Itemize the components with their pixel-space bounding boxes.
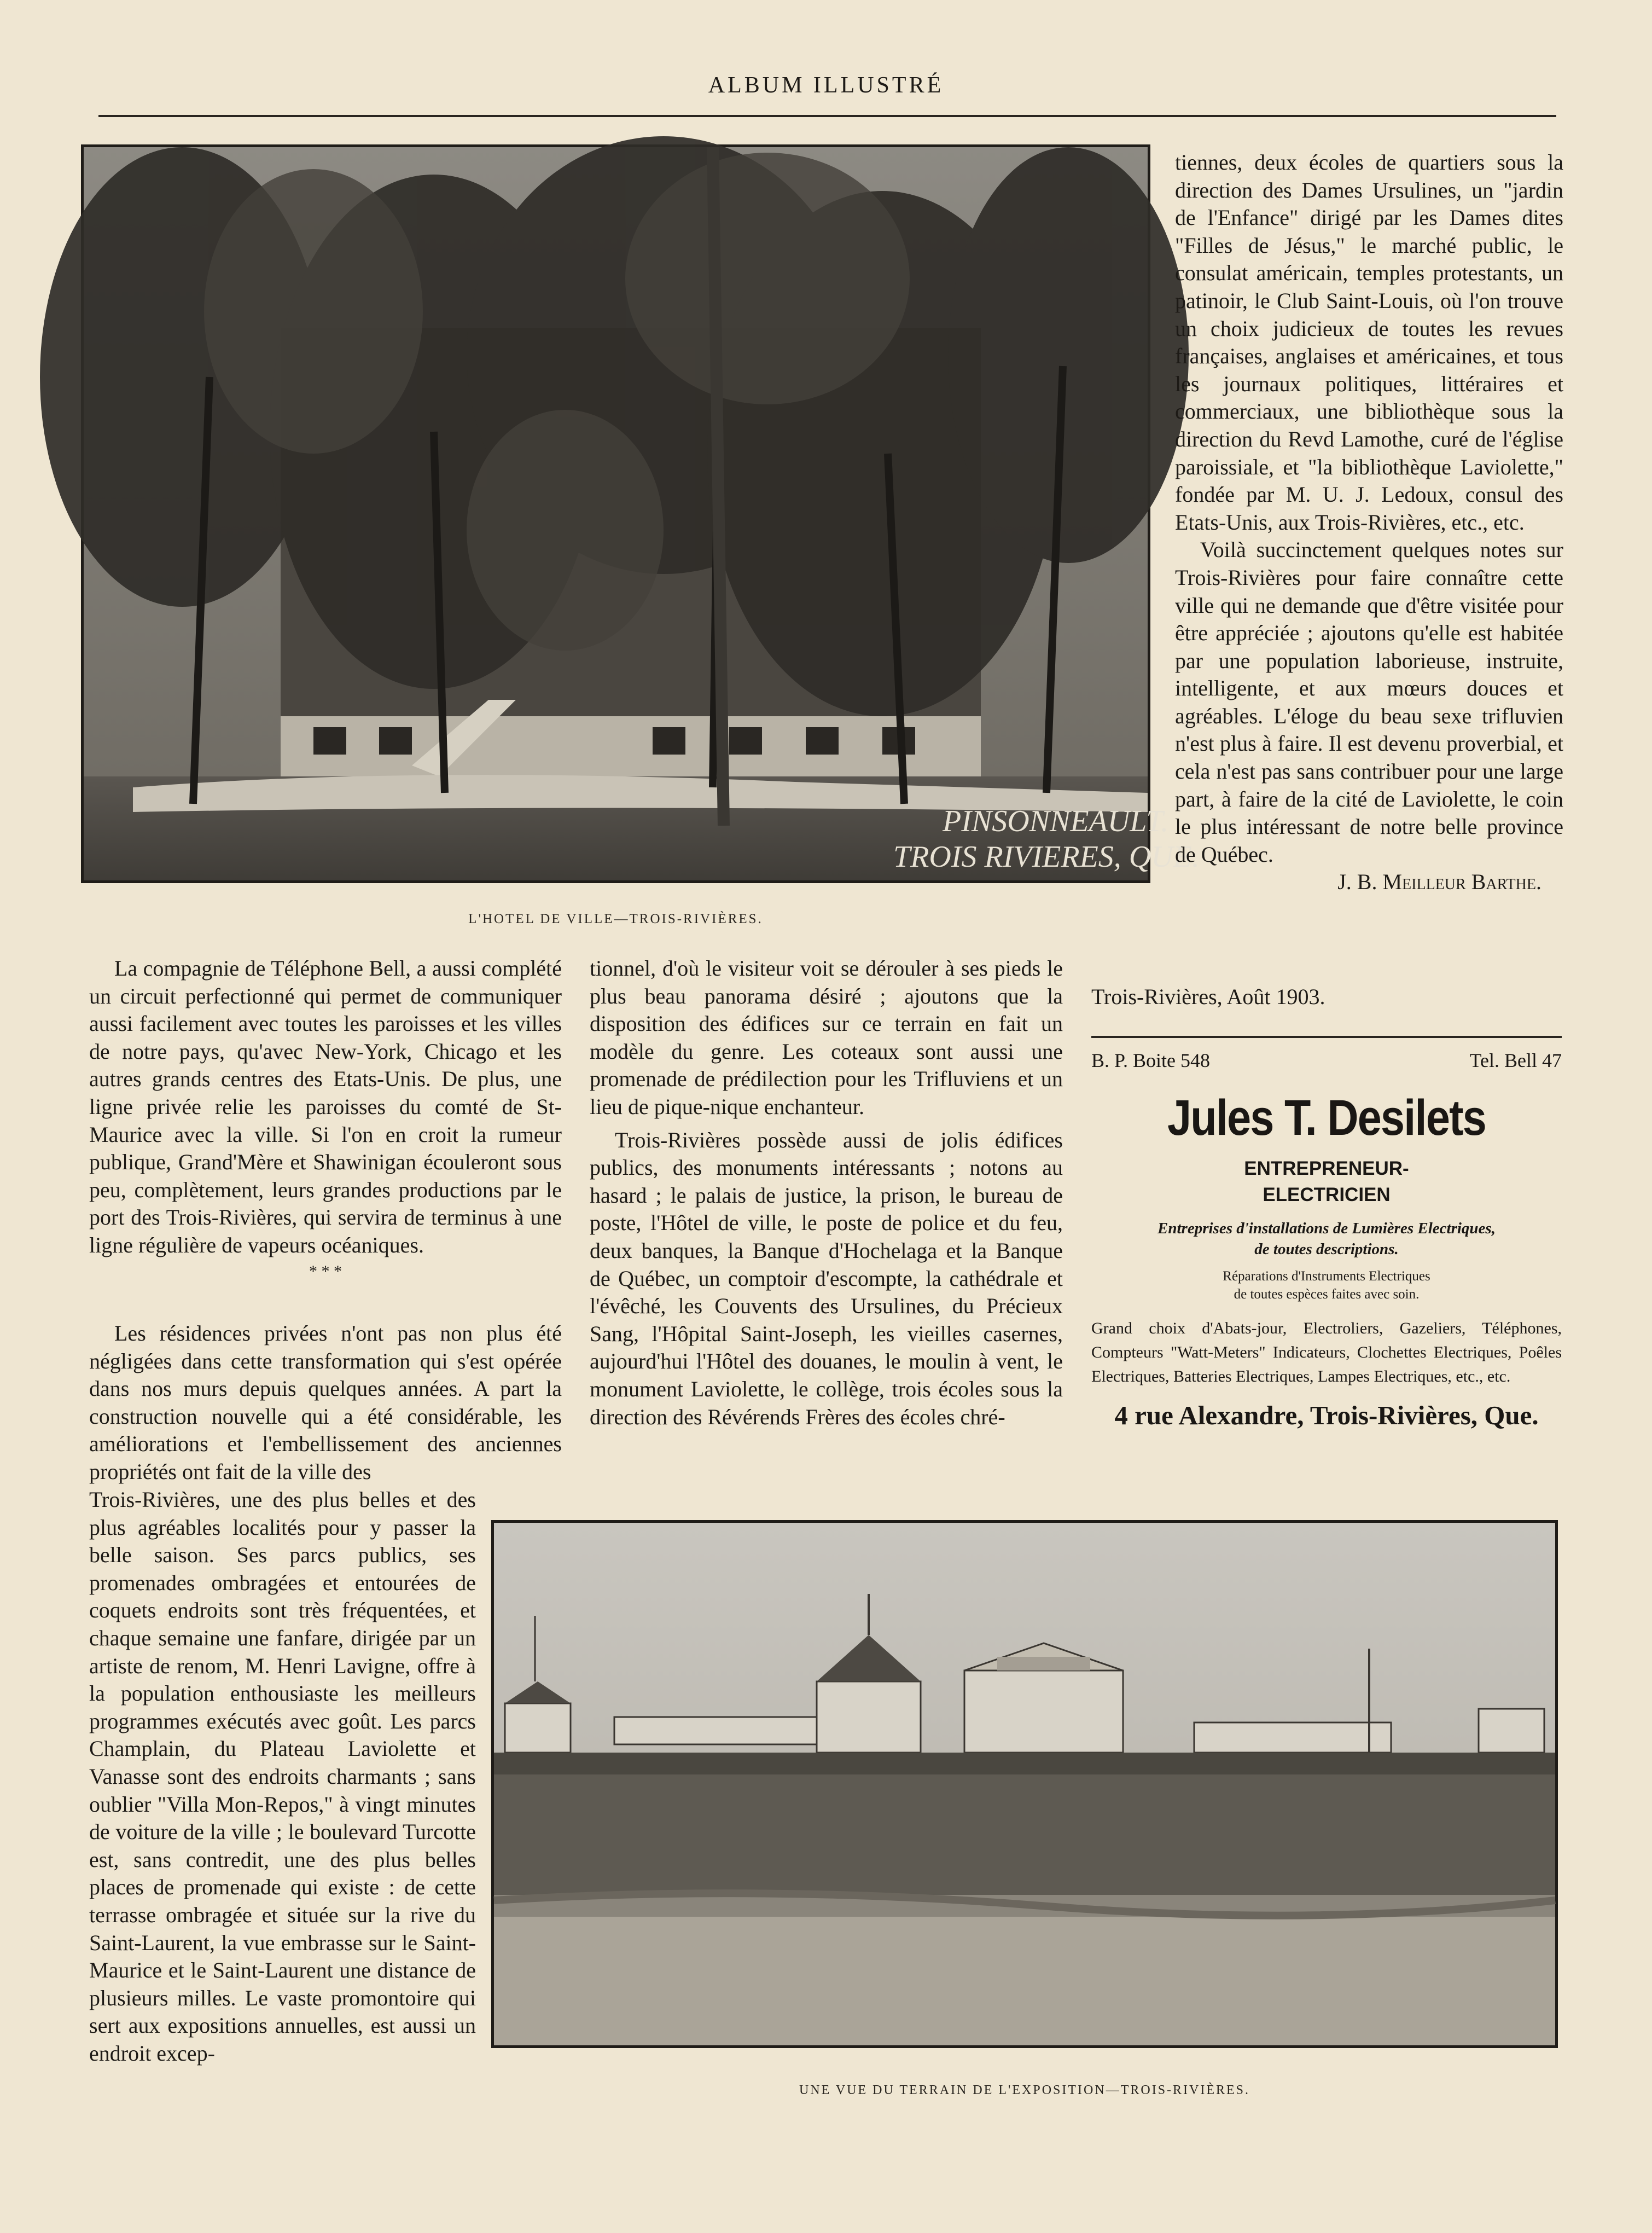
exposition-caption: UNE VUE DU TERRAIN DE L'EXPOSITION—TROIS-RIVIÈRES. (799, 2083, 1250, 2097)
ad-profession-line1: ENTREPRENEUR- (1244, 1158, 1409, 1179)
column-1 (89, 955, 562, 1286)
section-stars: * * * (309, 1262, 342, 1280)
running-head: ALBUM ILLUSTRÉ (708, 73, 944, 98)
column-2 (590, 955, 1063, 1431)
col3-paragraph-1: tiennes, deux écoles de quartiers sous la direction des Dames Ursulines, un "jardin de l'Enfance" dirigé par les Dames dites "Filles de Jésus," le marché public, le consulat américain, temples protestants, un patinoir, le Club Saint-Louis, où l'on trouve un choix judicieux de toutes les revues françaises, anglaises et américaines, et tous les journaux politiques, littéraires et commerciaux, une bibliothèque sous la direction du Revd Lamothe, curé de l'église paroissiale, et "la bibliothèque Laviolette," fondée par M. U. J. Ledoux, consul des Etats-Unis, aux Trois-Rivières, etc., etc. (1175, 150, 1563, 535)
column-1-narrow (89, 1486, 476, 2067)
ad-address: 4 rue Alexandre, Trois-Rivières, Que. (1114, 1400, 1539, 1430)
ad-repairs (1091, 1267, 1562, 1303)
ad-repairs-line2: de toutes espèces faites avec soin. (1234, 1287, 1420, 1302)
ad-product-list: Grand choix d'Abats-jour, Electroliers, Gazeliers, Téléphones, Compteurs "Watt-Meters" Indicateurs, Clochettes Electriques, Poêles Electriques, Batteries Electriques, Lampes Electriques, etc., etc. (1091, 1319, 1562, 1385)
advertisement-rule (1091, 1036, 1562, 1038)
col1-paragraph-2-rest: Trois-Rivières, une des plus belles et des plus agréables localités pour y passer la belle saison. Ses parcs publics, ses promenades ombragées et entourées de coquets endroits sont très fréquentées, et chaque semaine une fanfare, dirigée par un artiste de renom, M. Henri Lavigne, offre à la population enthousiaste les meilleurs programmes exécutés avec goût. Les parcs Champlain, du Plateau Laviolette et Vanasse sont des endroits charmants ; sans oublier "Villa Mon-Repos," à vingt minutes de voiture de la ville ; le boulevard Turcotte est, sans contredit, une des plus belles places de promenade qui existe : de cette terrasse ombragée et située sur la rive du Saint-Laurent, la vue embrasse sur le Saint-Maurice et le Saint-Laurent une distance de plusieurs milles. Le vaste promontoire qui sert aux expositions annuelles, est aussi un endroit excep- (89, 1487, 476, 2066)
column-3 (1175, 149, 1563, 896)
hotel-de-ville-caption: L'HOTEL DE VILLE—TROIS-RIVIÈRES. (468, 912, 763, 926)
exposition-illustration (494, 1523, 1555, 2045)
column-1-continued (89, 1320, 562, 1486)
desilets-advertisement (1091, 1042, 1562, 1480)
ad-tagline (1091, 1218, 1562, 1260)
hotel-de-ville-illustration (84, 147, 1200, 880)
col1-paragraph-1: La compagnie de Téléphone Bell, a aussi complété un circuit perfectionné qui permet de communiquer aussi facilement avec toutes les paroisses et les villes de notre pays, qu'avec New-York, Chicago et les autres grands centres des Etats-Unis. De plus, une ligne privée relie les paroisses du comté de St-Maurice avec la ville. Si l'on en croit la rumeur publique, Grand'Mère et Shawinigan écouleront sous peu, complètement, leurs grandes productions par le port des Trois-Rivières, qui servira de terminus à une ligne régulière de vapeurs océaniques. (89, 956, 562, 1257)
col3-paragraph-2: Voilà succinctement quelques notes sur Trois-Rivières pour faire connaître cette ville qui ne demande que d'être visitée pour être appréciée ; ajoutons qu'elle est habitée par une population laborieuse, instruite, intelligente, et aux mœurs douces et agréables. L'éloge du beau sexe trifluvien n'est plus à faire. Il est devenu proverbial, et cela n'est pas sans contribuer pour une large part, à faire de la cité de Laviolette, le coin le plus intéressant de notre belle province de Québec. (1175, 537, 1563, 867)
ad-contact-line (1091, 1049, 1562, 1072)
col2-paragraph-2: Trois-Rivières possède aussi de jolis édifices publics, des monuments intéressants ; notons au hasard ; le palais de justice, la prison, le bureau de poste, l'Hôtel de ville, le poste de police et du feu, deux banques, la Banque d'Hochelaga et la Banque de Québec, un comptoir d'escompte, la cathédrale et l'évêché, les Couvents des Ursulines, du Précieux Sang, l'Hôpital Saint-Joseph, les vieilles casernes, aujourd'hui l'Hôtel des douanes, le moulin à vent, le monument Laviolette, le collège, trois écoles sous la direction des Révérends Frères des écoles chré- (590, 1127, 1063, 1429)
ad-telephone: Tel. Bell 47 (1469, 1049, 1562, 1071)
ad-tagline-line2: de toutes descriptions. (1254, 1240, 1399, 1258)
header-rule (98, 115, 1556, 117)
dateline: Trois-Rivières, Août 1903. (1091, 984, 1325, 1009)
ad-profession-line2: ELECTRICIEN (1263, 1184, 1391, 1205)
ad-profession (1091, 1156, 1562, 1208)
exposition-photo (491, 1520, 1558, 2048)
ad-repairs-line1: Réparations d'Instruments Electriques (1223, 1269, 1430, 1284)
hotel-de-ville-photo (81, 144, 1200, 883)
photographer-stamp-line2: TROIS RIVIERES, QUE. (893, 840, 1200, 874)
author-signature: J. B. Meilleur Barthe. (1337, 869, 1542, 895)
ad-business-name: Jules T. Desilets (1167, 1090, 1486, 1146)
ad-post-box: B. P. Boite 548 (1091, 1049, 1211, 1071)
col2-paragraph-1: tionnel, d'où le visiteur voit se dérouler à ses pieds le plus beau panorama désiré ; ajoutons que la disposition des édifices sur ce terrain en fait un modèle du genre. Les coteaux sont aussi une promenade de prédilection pour les Trifluviens et un lieu de pique-nique enchanteur. (590, 956, 1063, 1119)
col1-paragraph-2-start: Les résidences privées n'ont pas non plus été négligées dans cette transformation qui s'est opérée dans nos murs depuis quelques années. A part la construction nouvelle qui a été considérable, les améliorations et l'embellissement des anciennes propriétés ont fait de la ville des (89, 1321, 562, 1484)
photographer-stamp-line1: PINSONNEAULT. (943, 804, 1169, 838)
ad-tagline-line1: Entreprises d'installations de Lumières Electriques, (1157, 1220, 1496, 1237)
